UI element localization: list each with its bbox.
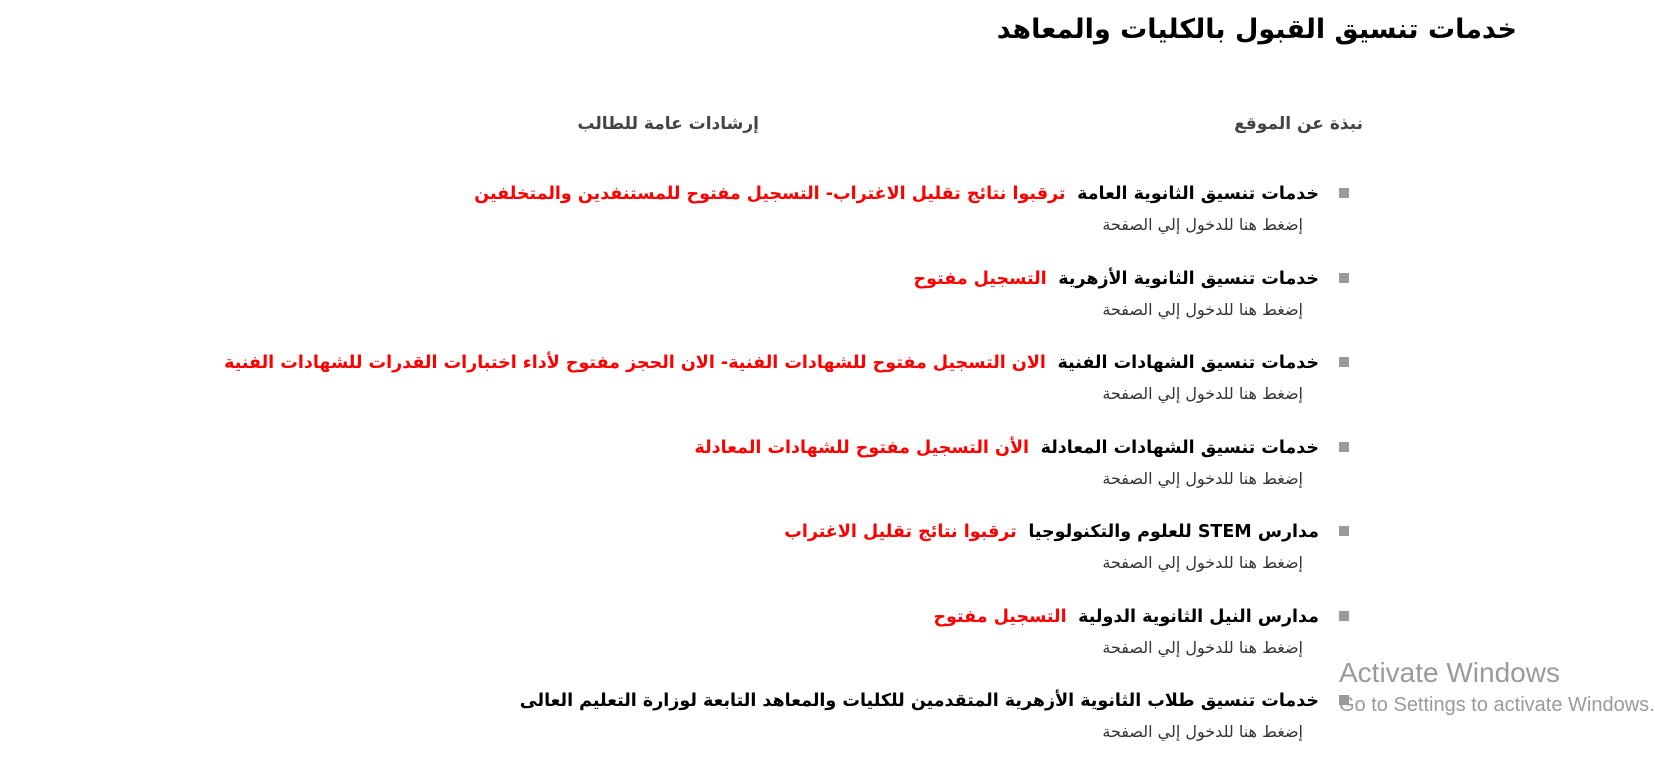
service-enter-link[interactable]: إضغط هنا للدخول إلي الصفحة: [1102, 384, 1303, 403]
service-line: [151, 597, 1319, 637]
service-item: [151, 428, 1351, 513]
page-title: خدمات تنسيق القبول بالكليات والمعاهد: [996, 14, 1517, 45]
service-title: خدمات تنسيق الشهادات المعادلة: [1040, 437, 1319, 458]
service-line: [151, 259, 1319, 299]
service-title: خدمات تنسيق الثانوية الأزهرية: [1058, 268, 1319, 289]
activate-windows-watermark: [1339, 655, 1655, 719]
service-title: مدارس STEM للعلوم والتكنولوجيا: [1028, 522, 1319, 542]
watermark-title: Activate Windows: [1339, 657, 1560, 688]
service-title: خدمات تنسيق الشهادات الفنية: [1057, 353, 1319, 373]
service-line: [151, 174, 1319, 214]
bullet-square-icon: [1339, 695, 1349, 705]
service-status: ترقبوا نتائج تقليل الاغتراب: [784, 522, 1017, 542]
service-status: التسجيل مفتوح: [913, 268, 1047, 289]
service-status: التسجيل مفتوح: [933, 606, 1067, 627]
bullet-square-icon: [1339, 611, 1349, 621]
service-item: [151, 597, 1351, 682]
bullet-square-icon: [1339, 526, 1349, 536]
service-item: [151, 681, 1351, 766]
service-enter-link[interactable]: إضغط هنا للدخول إلي الصفحة: [1102, 637, 1303, 657]
services-list: [151, 174, 1351, 766]
nav-about-link[interactable]: نبذة عن الموقع: [1234, 114, 1363, 134]
service-status: ترقبوا نتائج تقليل الاغتراب- التسجيل مفتوح للمستنفدين والمتخلفين: [474, 184, 1066, 204]
bullet-square-icon: [1339, 357, 1349, 367]
service-enter-link[interactable]: إضغط هنا للدخول إلي الصفحة: [1102, 722, 1303, 741]
bullet-square-icon: [1339, 273, 1349, 283]
nav-guidance-link[interactable]: إرشادات عامة للطالب: [577, 114, 759, 134]
service-title: خدمات تنسيق الثانوية العامة: [1077, 184, 1319, 204]
service-item: [151, 259, 1351, 344]
service-title: مدارس النيل الثانوية الدولية: [1078, 606, 1319, 627]
bullet-square-icon: [1339, 188, 1349, 198]
bullet-square-icon: [1339, 442, 1349, 452]
service-enter-link[interactable]: إضغط هنا للدخول إلي الصفحة: [1102, 468, 1303, 488]
service-item: [151, 512, 1351, 597]
service-title: خدمات تنسيق طلاب الثانوية الأزهرية المتقدمين للكليات والمعاهد التابعة لوزارة التعليم العالى: [519, 691, 1319, 711]
service-enter-link[interactable]: إضغط هنا للدخول إلي الصفحة: [1102, 299, 1303, 319]
service-line: [151, 512, 1319, 552]
service-item: [151, 174, 1351, 259]
service-status: الان التسجيل مفتوح للشهادات الفنية- الان الحجز مفتوح لأداء اختبارات القدرات للشهادات الفنية: [224, 353, 1046, 373]
service-enter-link[interactable]: إضغط هنا للدخول إلي الصفحة: [1102, 553, 1303, 572]
service-enter-link[interactable]: إضغط هنا للدخول إلي الصفحة: [1102, 215, 1303, 234]
watermark-subtitle: Go to Settings to activate Windows.: [1339, 694, 1655, 716]
service-status: الأن التسجيل مفتوح للشهادات المعادلة: [694, 437, 1029, 458]
service-item: [151, 343, 1351, 428]
service-line: [151, 343, 1319, 383]
service-line: [151, 428, 1319, 468]
service-line: [151, 681, 1319, 721]
